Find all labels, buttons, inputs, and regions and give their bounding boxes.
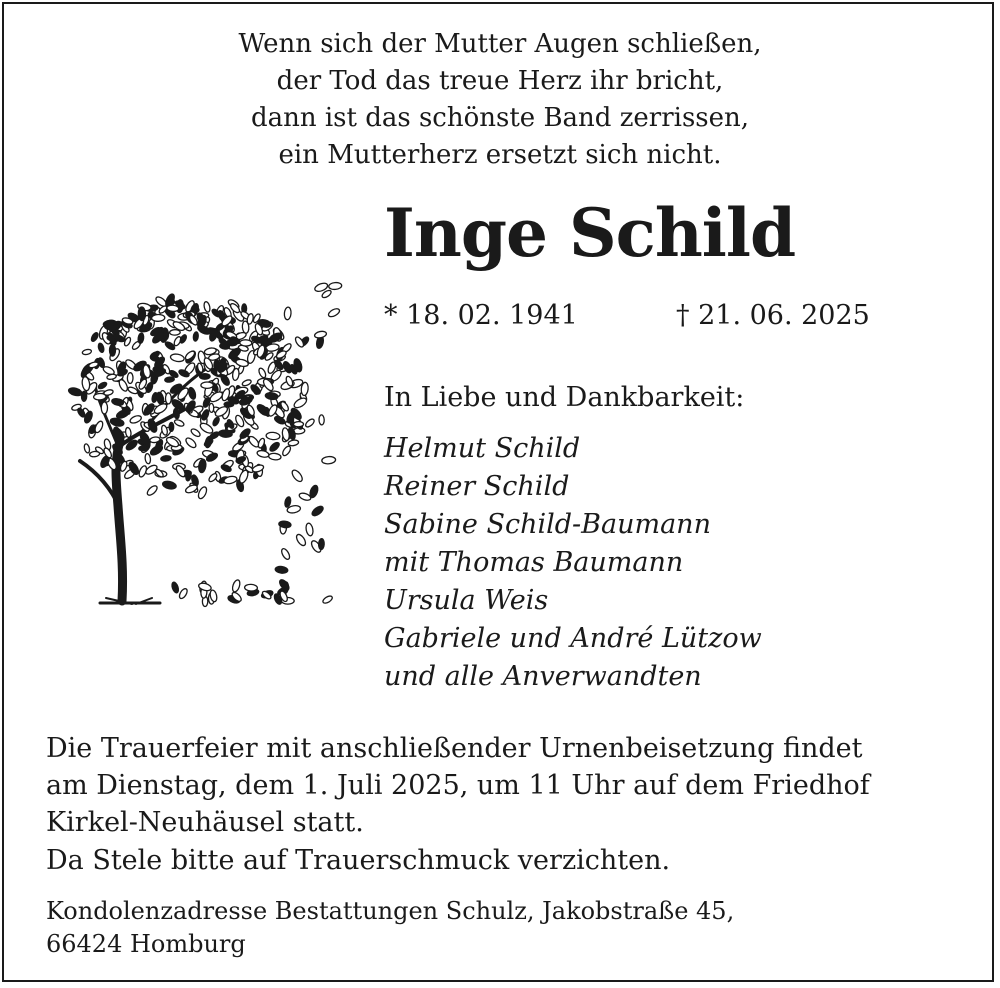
leaf [275,566,288,574]
leaf [311,505,325,518]
leaf [266,432,280,440]
mourner-name: Helmut Schild [384,433,581,464]
leaf [149,436,160,443]
mourner-name: Reiner Schild [384,471,570,502]
leaf [203,301,211,313]
leaf [322,456,336,464]
leaf [138,307,146,321]
mourner-name: mit Thomas Baumann [384,547,684,578]
service-line: am Dienstag, dem 1. Juli 2025, um 11 Uhr auf dem Friedhof [46,770,870,801]
leaf [164,377,174,383]
condolence-address [46,895,734,961]
jewelry-note: Da Stele bitte auf Trauerschmuck verzichten. [46,845,671,876]
leaf [212,416,221,426]
leaf [106,320,116,325]
leaf [138,333,145,344]
leaf [68,387,83,397]
leaf [101,402,107,414]
mourner-name: Sabine Schild-Baumann [384,509,711,540]
leaf [258,367,267,379]
birth-date: * 18. 02. 1941 [384,300,578,331]
condolence-line: Kondolenzadresse Bestattungen Schulz, Jakobstraße 45, [46,897,735,925]
leaf [281,445,292,457]
poem-line: der Tod das treue Herz ihr bricht, [276,66,724,96]
leaf [171,581,180,593]
leaf [322,595,334,605]
leaf [110,417,125,427]
leaf [103,389,113,396]
condolence-line: 66424 Homburg [46,930,246,958]
leaf [235,358,249,367]
leaf [268,453,281,461]
leaf [240,340,252,347]
leaf [110,345,116,357]
leaf [199,421,215,435]
leaf [187,387,196,400]
leaf [165,393,171,404]
poem-line: Wenn sich der Mutter Augen schließen, [238,29,762,59]
leaf [179,334,188,344]
leaf [256,450,269,459]
leaf [190,428,201,438]
mourner-name: Ursula Weis [384,585,549,616]
leaf [290,468,304,483]
mourner-list [384,430,762,696]
leaf [170,353,185,362]
service-notice [46,730,966,841]
leaf [293,422,303,427]
leaf [127,373,133,384]
mourner-name: Gabriele und André Lützow [384,623,762,654]
leaf [268,441,280,453]
poem-line: dann ist das schönste Band zerrissen, [250,103,750,133]
leaf [201,382,213,388]
leaf [145,453,152,464]
leaf [244,584,257,591]
leaf [153,402,169,415]
leaf [174,419,185,428]
death-date: † 21. 06. 2025 [676,300,870,331]
leaf [295,533,308,547]
mourner-name: und alle Anverwandten [384,661,702,692]
leaf [328,282,342,290]
leaf [209,403,214,412]
leaf [162,480,177,490]
leaf [219,373,231,386]
leaf [293,396,309,409]
deceased-name: Inge Schild [384,194,796,272]
leaf [169,422,174,431]
leaf [154,468,164,478]
service-line: Die Trauerfeier mit anschließender Urnenbeisetzung findet [46,733,863,764]
leaf [319,415,325,425]
tree-leaves [68,282,342,607]
leaf [97,343,104,353]
leaf [184,350,196,361]
service-line: Kirkel-Neuhäusel statt. [46,807,364,838]
leaf [318,539,324,550]
leaf [161,455,172,461]
leaf [305,523,314,537]
leaf [89,451,100,457]
leaf [294,336,305,349]
leaf [94,420,105,434]
leaf [304,418,315,429]
thanks-heading: In Liebe und Dankbarkeit: [384,382,745,413]
leaf [97,381,107,390]
leaf [197,486,208,500]
leaf [139,445,149,451]
poem-line: ein Mutterherz ersetzt sich nicht. [278,140,722,170]
leaf [280,547,291,560]
leaf [327,307,341,318]
leaf [111,398,124,407]
leaf [151,314,164,321]
leaf [184,436,197,449]
leaf [178,587,189,599]
leaf [83,443,90,453]
leaf [241,379,252,387]
leaf [314,330,327,339]
leaf [193,332,199,342]
leaf [90,332,99,343]
poem [0,26,1000,174]
leaf [284,307,292,320]
leaf [231,579,241,593]
leaf [82,349,92,356]
leaf [268,331,283,344]
leaf [288,439,299,446]
windblown-tree-icon [40,246,360,616]
leaf [146,484,159,497]
